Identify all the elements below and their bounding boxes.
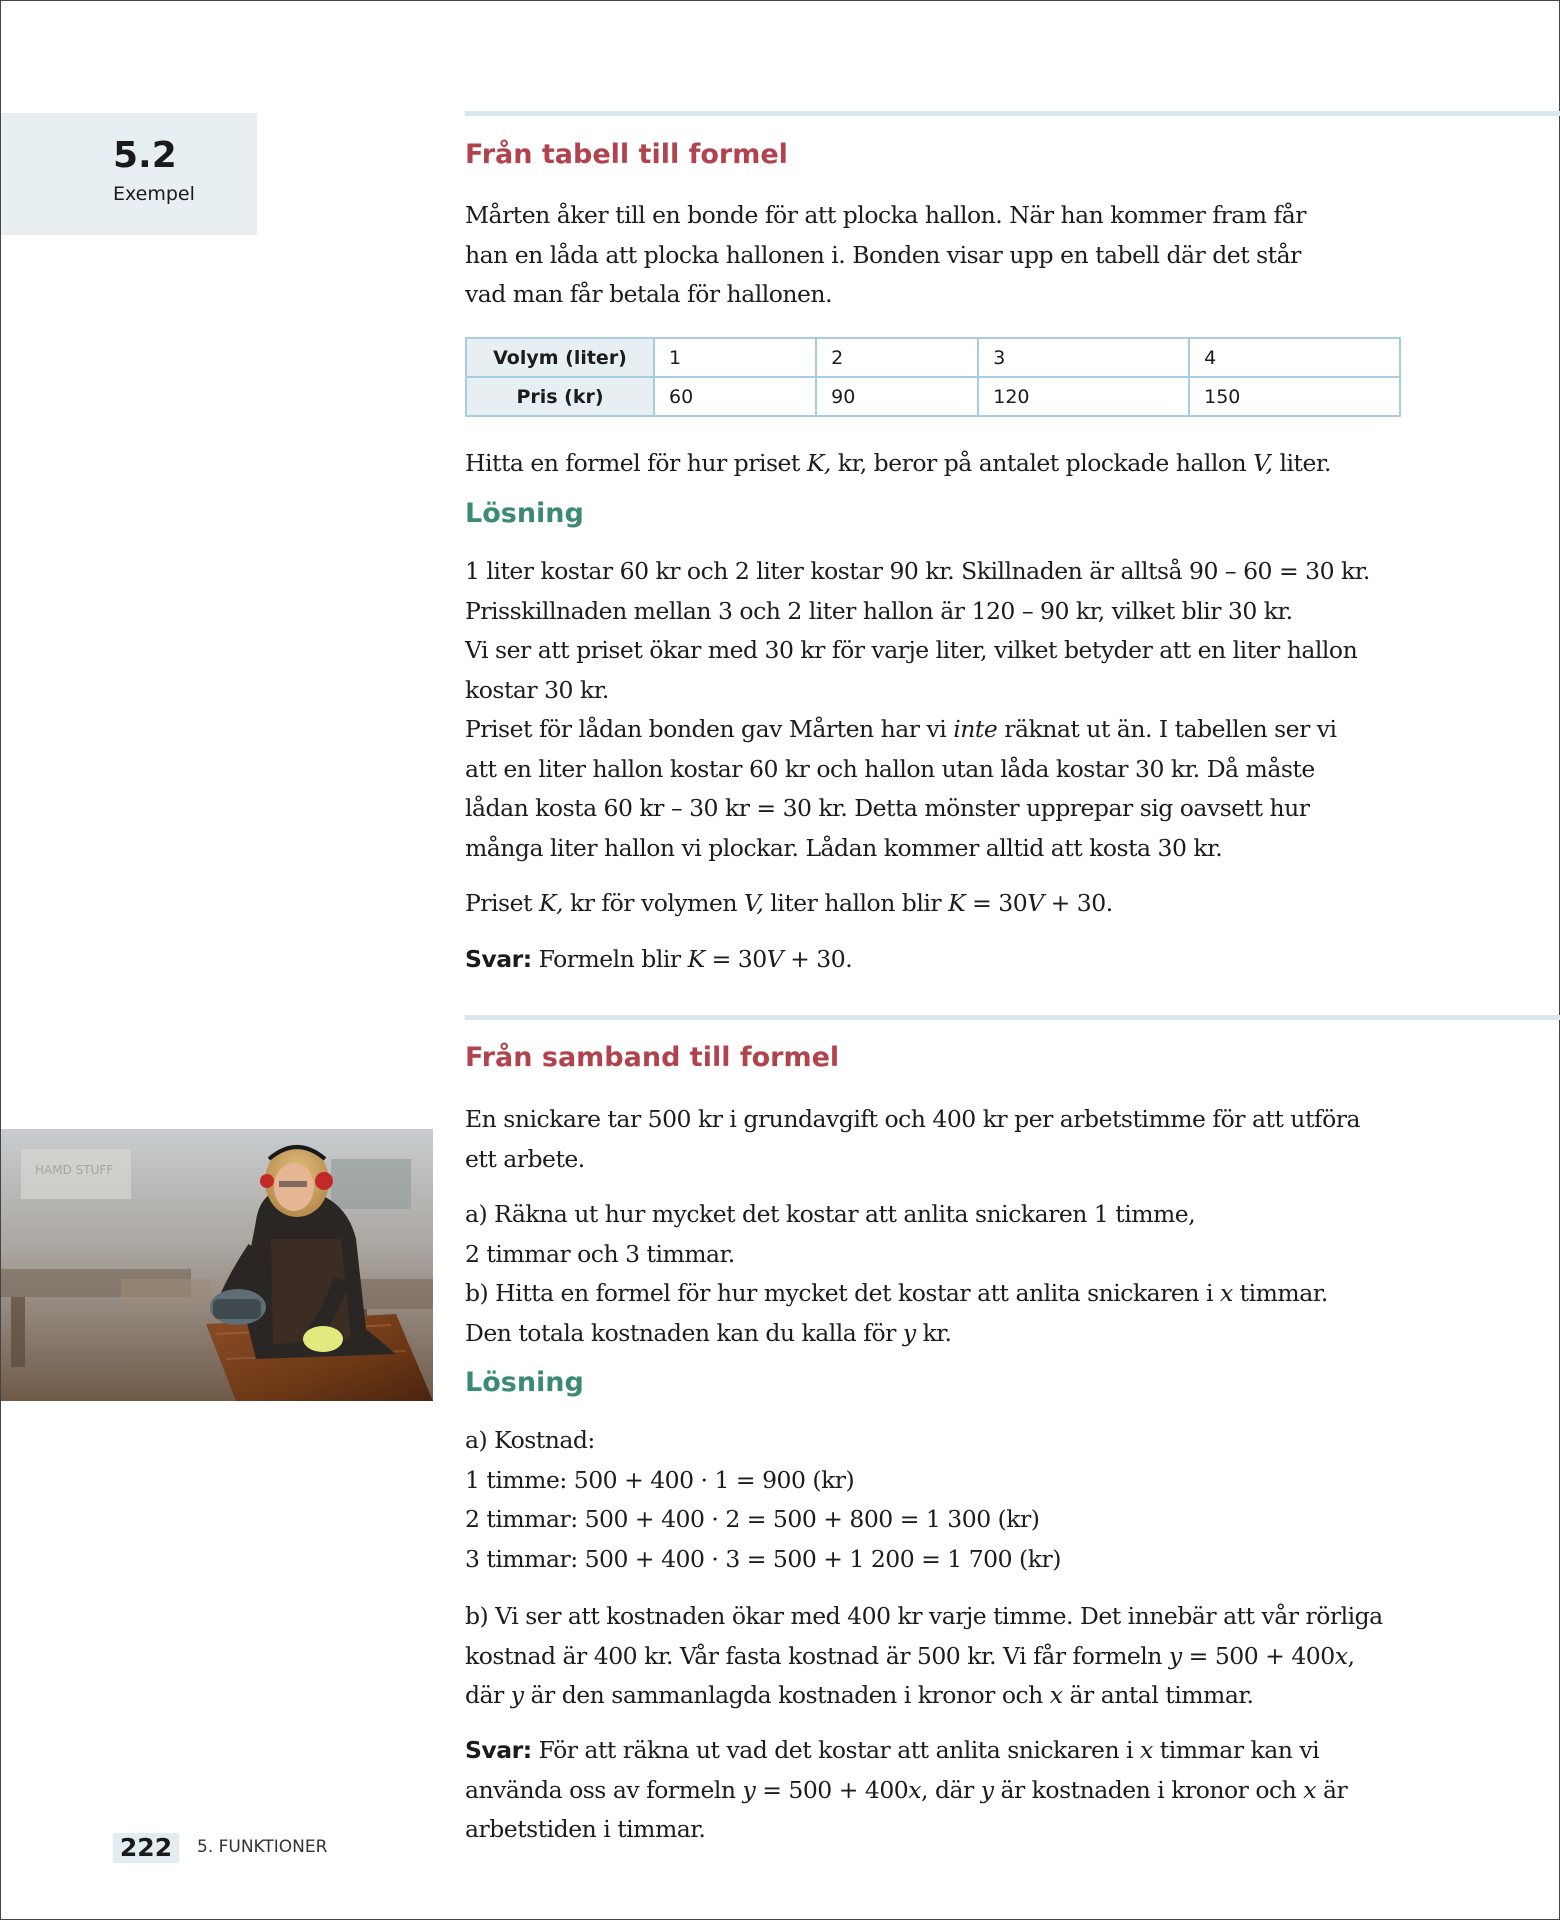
solution-2-heading: Lösning bbox=[465, 1367, 584, 1398]
table-cell: 3 bbox=[978, 338, 1189, 377]
text-line: Vi ser att priset ökar med 30 kr för varje liter, vilket betyder att en liter hallon bbox=[465, 636, 1358, 664]
text-line: Den totala kostnaden kan du kalla för y kr. bbox=[465, 1318, 952, 1347]
answer-1 bbox=[465, 940, 1425, 980]
text-line: En snickare tar 500 kr i grundavgift och 400 kr per arbetstimme för att utföra bbox=[465, 1105, 1360, 1133]
answer-label: Svar: bbox=[465, 945, 532, 973]
chapter-title: 5. FUNKTIONER bbox=[197, 1837, 328, 1857]
solution-1-text bbox=[465, 552, 1425, 868]
text-line: Priset K, kr för volymen V, liter hallon blir K = 30V + 30. bbox=[465, 889, 1113, 917]
text-line: a) Kostnad: bbox=[465, 1426, 595, 1454]
text-line: många liter hallon vi plockar. Lådan kommer alltid att kosta 30 kr. bbox=[465, 833, 1223, 862]
solution-1-heading: Lösning bbox=[465, 498, 584, 529]
answer-2 bbox=[465, 1731, 1425, 1850]
text-line: Priset för lådan bonden gav Mårten har vi inte räknat ut än. I tabellen ser vi bbox=[465, 715, 1337, 743]
row-header-price: Pris (kr) bbox=[466, 377, 654, 416]
table-cell: 90 bbox=[816, 377, 978, 416]
text-line: b) Vi ser att kostnaden ökar med 400 kr varje timme. Det innebär att vår rörliga bbox=[465, 1602, 1383, 1630]
text-line: han en låda att plocka hallonen i. Bonden visar upp en tabell där det står bbox=[465, 240, 1301, 269]
text-line: 1 timme: 500 + 400 · 1 = 900 (kr) bbox=[465, 1465, 855, 1494]
text-line: använda oss av formeln y = 500 + 400x, där y är kostnaden i kronor och x är bbox=[465, 1775, 1348, 1804]
text-line: Prisskillnaden mellan 3 och 2 liter hallon är 120 – 90 kr, vilket blir 30 kr. bbox=[465, 596, 1293, 625]
example-number: 5.2 bbox=[113, 135, 177, 176]
text-line: arbetstiden i timmar. bbox=[465, 1815, 706, 1843]
table-cell: 1 bbox=[654, 338, 816, 377]
price-table bbox=[465, 337, 1401, 417]
table-cell: 150 bbox=[1189, 377, 1400, 416]
example-2-intro bbox=[465, 1100, 1425, 1179]
table-cell: 120 bbox=[978, 377, 1189, 416]
row-header-volume: Volym (liter) bbox=[466, 338, 654, 377]
text-line: kostar 30 kr. bbox=[465, 675, 609, 704]
example-1-task bbox=[465, 444, 1425, 484]
example-1-intro bbox=[465, 196, 1425, 315]
text-line: vad man får betala för hallonen. bbox=[465, 280, 833, 308]
example-1-heading: Från tabell till formel bbox=[465, 139, 788, 170]
text-line: att en liter hallon kostar 60 kr och hallon utan låda kostar 30 kr. Då måste bbox=[465, 754, 1315, 783]
text-line: ett arbete. bbox=[465, 1144, 585, 1173]
carpenter-photo bbox=[1, 1129, 433, 1401]
example-2-questions bbox=[465, 1195, 1425, 1353]
text-line: 2 timmar och 3 timmar. bbox=[465, 1239, 735, 1268]
text-line: Mårten åker till en bonde för att plocka hallon. När han kommer fram får bbox=[465, 201, 1306, 229]
text-line: 1 liter kostar 60 kr och 2 liter kostar 90 kr. Skillnaden är alltså 90 – 60 = 30 kr. bbox=[465, 557, 1370, 585]
section-divider bbox=[465, 1015, 1560, 1020]
table-cell: 60 bbox=[654, 377, 816, 416]
text-line: 3 timmar: 500 + 400 · 3 = 500 + 1 200 = 1 700 (kr) bbox=[465, 1544, 1061, 1573]
table-cell: 4 bbox=[1189, 338, 1400, 377]
background-sign-text: HAMD STUFF bbox=[35, 1163, 114, 1177]
solution-2-part-a bbox=[465, 1421, 1425, 1579]
text-line: kostnad är 400 kr. Vår fasta kostnad är 500 kr. Vi får formeln y = 500 + 400x, bbox=[465, 1641, 1355, 1670]
text-line: a) Räkna ut hur mycket det kostar att anlita snickaren 1 timme, bbox=[465, 1200, 1196, 1228]
text-line: b) Hitta en formel för hur mycket det kostar att anlita snickaren i x timmar. bbox=[465, 1279, 1328, 1307]
table-cell: 2 bbox=[816, 338, 978, 377]
text-line: Svar: Formeln blir K = 30V + 30. bbox=[465, 945, 853, 973]
text-line: lådan kosta 60 kr – 30 kr = 30 kr. Detta mönster upprepar sig oavsett hur bbox=[465, 794, 1310, 822]
text-line: Svar: För att räkna ut vad det kostar att anlita snickaren i x timmar kan vi bbox=[465, 1736, 1320, 1764]
text-line: där y är den sammanlagda kostnaden i kronor och x är antal timmar. bbox=[465, 1681, 1254, 1709]
page-number: 222 bbox=[113, 1833, 179, 1863]
table-row bbox=[466, 338, 1400, 377]
example-label: Exempel bbox=[113, 183, 195, 205]
formula-line bbox=[465, 884, 1425, 924]
table-row bbox=[466, 377, 1400, 416]
solution-2-part-b bbox=[465, 1597, 1425, 1716]
section-divider bbox=[465, 111, 1560, 116]
example-2-heading: Från samband till formel bbox=[465, 1042, 840, 1073]
text-line: 2 timmar: 500 + 400 · 2 = 500 + 800 = 1 300 (kr) bbox=[465, 1505, 1040, 1533]
text-line: Hitta en formel för hur priset K, kr, beror på antalet plockade hallon V, liter. bbox=[465, 449, 1331, 477]
answer-label: Svar: bbox=[465, 1736, 532, 1764]
